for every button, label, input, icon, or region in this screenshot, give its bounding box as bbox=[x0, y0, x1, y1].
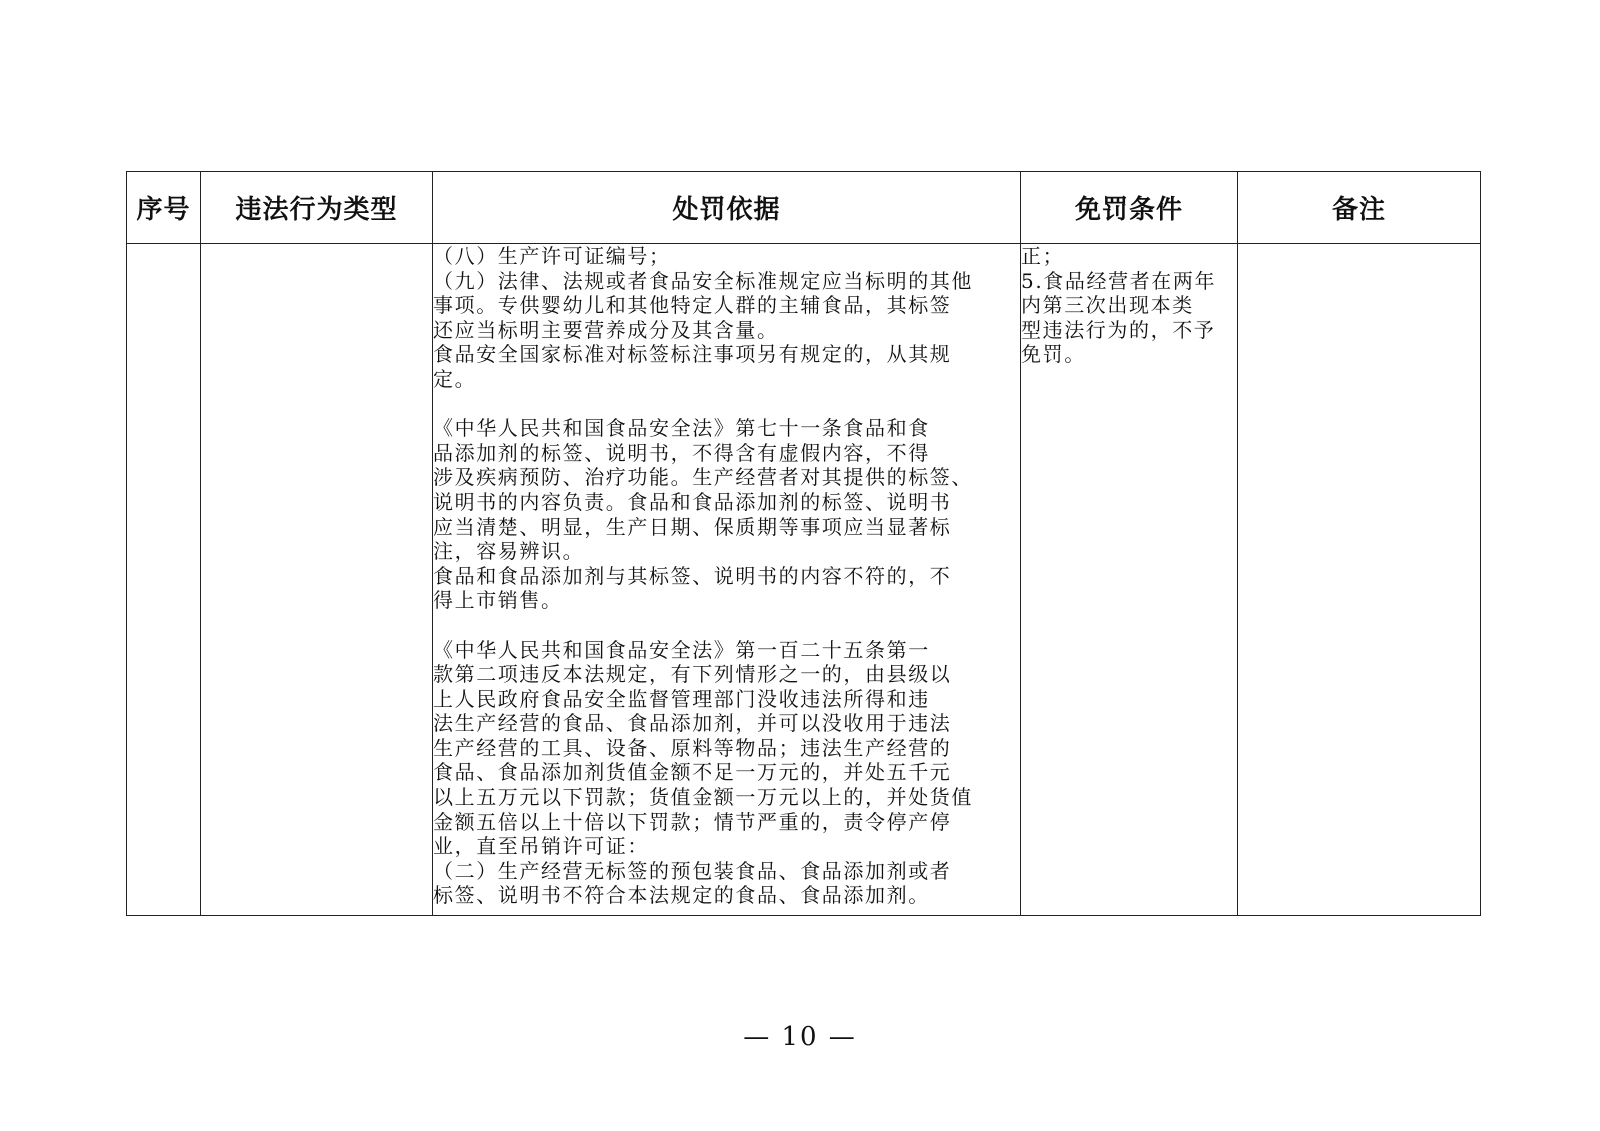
basis-line: 业，直至吊销许可证： bbox=[433, 834, 649, 859]
basis-line: 《中华人民共和国食品安全法》第七十一条食品和食 bbox=[433, 416, 930, 441]
exempt-line: 免罚。 bbox=[1021, 342, 1086, 367]
page-number: — 10 — bbox=[743, 1022, 857, 1052]
table-row bbox=[127, 244, 1481, 916]
basis-line: 事项。专供婴幼儿和其他特定人群的主辅食品，其标签 bbox=[433, 293, 952, 318]
basis-line: 金额五倍以上十倍以下罚款；情节严重的，责令停产停 bbox=[433, 809, 952, 834]
basis-line: 上人民政府食品安全监督管理部门没收违法所得和违 bbox=[433, 686, 930, 711]
basis-line: 法生产经营的食品、食品添加剂，并可以没收用于违法 bbox=[433, 711, 952, 736]
basis-line: 生产经营的工具、设备、原料等物品；违法生产经营的 bbox=[433, 735, 952, 760]
basis-line: 食品安全国家标准对标签标注事项另有规定的，从其规 bbox=[433, 342, 952, 367]
table-header-row bbox=[127, 172, 1481, 244]
cell-exemption-conditions bbox=[1021, 244, 1238, 916]
basis-line: 品添加剂的标签、说明书，不得含有虚假内容，不得 bbox=[433, 440, 930, 465]
cell-index bbox=[127, 244, 201, 916]
basis-line: 还应当标明主要营养成分及其含量。 bbox=[433, 317, 779, 342]
header-violation-type: 违法行为类型 bbox=[201, 172, 433, 244]
basis-line: 《中华人民共和国食品安全法》第一百二十五条第一 bbox=[433, 637, 930, 662]
basis-line: 应当清楚、明显，生产日期、保质期等事项应当显著标 bbox=[433, 514, 952, 539]
exempt-line: 内第三次出现本类 bbox=[1021, 293, 1194, 318]
header-index: 序号 bbox=[127, 172, 201, 244]
basis-line: 食品和食品添加剂与其标签、说明书的内容不符的，不 bbox=[433, 563, 952, 588]
cell-penalty-basis bbox=[433, 244, 1021, 916]
exempt-line: 型违法行为的，不予 bbox=[1021, 317, 1216, 342]
paragraph-gap bbox=[433, 613, 1020, 638]
basis-line: 得上市销售。 bbox=[433, 588, 563, 613]
paragraph-gap bbox=[433, 392, 1020, 417]
penalty-table bbox=[126, 171, 1481, 916]
header-penalty-basis: 处罚依据 bbox=[433, 172, 1021, 244]
basis-line: 款第二项违反本法规定，有下列情形之一的，由县级以 bbox=[433, 662, 952, 687]
basis-line: 涉及疾病预防、治疗功能。生产经营者对其提供的标签、 bbox=[433, 465, 973, 490]
exempt-line: 正； bbox=[1021, 244, 1065, 268]
header-remarks: 备注 bbox=[1238, 172, 1481, 244]
basis-line: 以上五万元以下罚款；货值金额一万元以上的，并处货值 bbox=[433, 785, 973, 810]
cell-remarks bbox=[1238, 244, 1481, 916]
basis-line: （八）生产许可证编号； bbox=[433, 244, 671, 268]
basis-line: 说明书的内容负责。食品和食品添加剂的标签、说明书 bbox=[433, 489, 952, 514]
basis-line: 定。 bbox=[433, 366, 477, 391]
basis-line: 食品、食品添加剂货值金额不足一万元的，并处五千元 bbox=[433, 760, 952, 785]
basis-line: 注，容易辨识。 bbox=[433, 539, 585, 564]
basis-line: （九）法律、法规或者食品安全标准规定应当标明的其他 bbox=[433, 268, 973, 293]
header-exemption-conditions: 免罚条件 bbox=[1021, 172, 1238, 244]
basis-line: 标签、说明书不符合本法规定的食品、食品添加剂。 bbox=[433, 883, 930, 908]
cell-violation-type bbox=[201, 244, 433, 916]
basis-line: （二）生产经营无标签的预包装食品、食品添加剂或者 bbox=[433, 858, 952, 883]
exempt-line: 5.食品经营者在两年 bbox=[1021, 268, 1217, 293]
